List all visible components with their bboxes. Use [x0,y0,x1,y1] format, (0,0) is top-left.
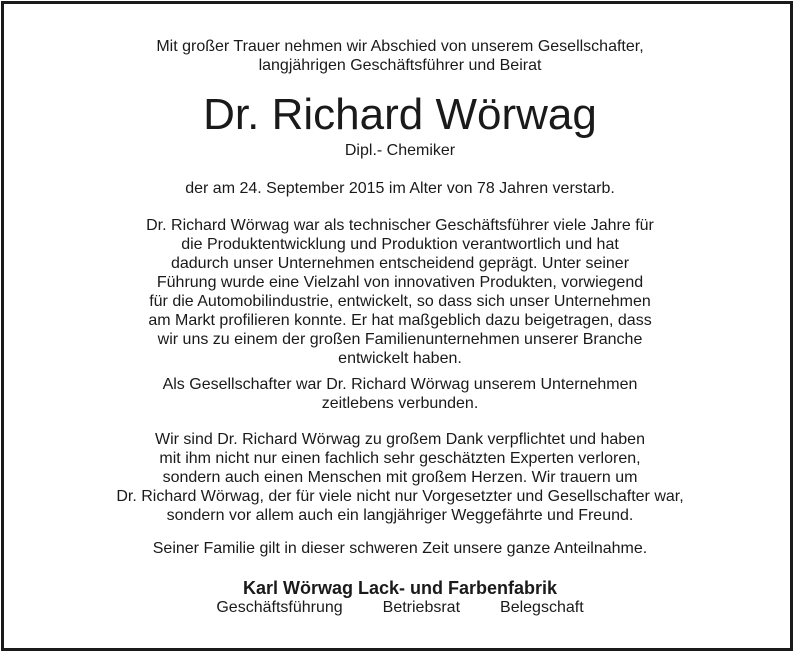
signers-row [0,598,800,617]
paragraph-line: am Markt profilieren konnte. Er hat maßgeblich dazu beigetragen, dass [148,312,652,329]
death-statement [0,179,800,198]
paragraph-line: sondern auch einen Menschen mit großem Herzen. Wir trauern um [162,469,638,486]
intro-text [0,37,800,75]
signer-works-council: Betriebsrat [382,599,461,616]
signer-management: Geschäftsführung [216,599,343,616]
paragraph-shareholder [0,375,800,413]
paragraph-line: die Produktentwicklung und Produktion verantwortlich und hat [181,236,619,253]
paragraph-line: wir uns zu einem der großen Familienunternehmen unserer Branche [157,331,643,348]
paragraph-condolence [0,539,800,558]
paragraph-line: Führung wurde eine Vielzahl von innovativen Produkten, vorwiegend [156,274,644,291]
paragraph-line: dadurch unser Unternehmen entscheidend geprägt. Unter seiner [170,255,630,272]
deceased-title [0,141,800,160]
signer-staff: Belegschaft [500,599,584,616]
intro-line: langjährigen Geschäftsführer und Beirat [258,57,542,74]
paragraph-line: sondern vor allem auch ein langjähriger Weggefährte und Freund. [166,507,634,524]
death-date-line: der am 24. September 2015 im Alter von 78 Jahren verstarb. [185,180,615,197]
paragraph-gratitude [0,430,800,525]
paragraph-line: zeitlebens verbunden. [321,395,479,412]
paragraph-line: entwickelt haben. [338,350,462,367]
deceased-name: Dr. Richard Wörwag [203,90,597,139]
intro-line: Mit großer Trauer nehmen wir Abschied von unserem Gesellschafter, [156,38,644,55]
company-name: Karl Wörwag Lack- und Farbenfabrik [242,578,558,598]
academic-title: Dipl.- Chemiker [344,142,456,159]
paragraph-line: für die Automobilindustrie, entwickelt, so dass sich unser Unternehmen [149,293,651,310]
paragraph-line: Als Gesellschafter war Dr. Richard Wörwag unserem Unternehmen [162,376,638,393]
paragraph-line: Dr. Richard Wörwag, der für viele nicht nur Vorgesetzter und Gesellschafter war, [116,488,684,505]
condolence-line: Seiner Familie gilt in dieser schweren Zeit unsere ganze Anteilnahme. [152,540,648,557]
paragraph-line: mit ihm nicht nur einen fachlich sehr geschätzten Experten verloren, [159,450,641,467]
paragraph-line: Wir sind Dr. Richard Wörwag zu großem Dank verpflichtet und haben [155,431,645,448]
paragraph-line: Dr. Richard Wörwag war als technischer Geschäftsführer viele Jahre für [146,217,654,234]
paragraph-career [0,216,800,368]
